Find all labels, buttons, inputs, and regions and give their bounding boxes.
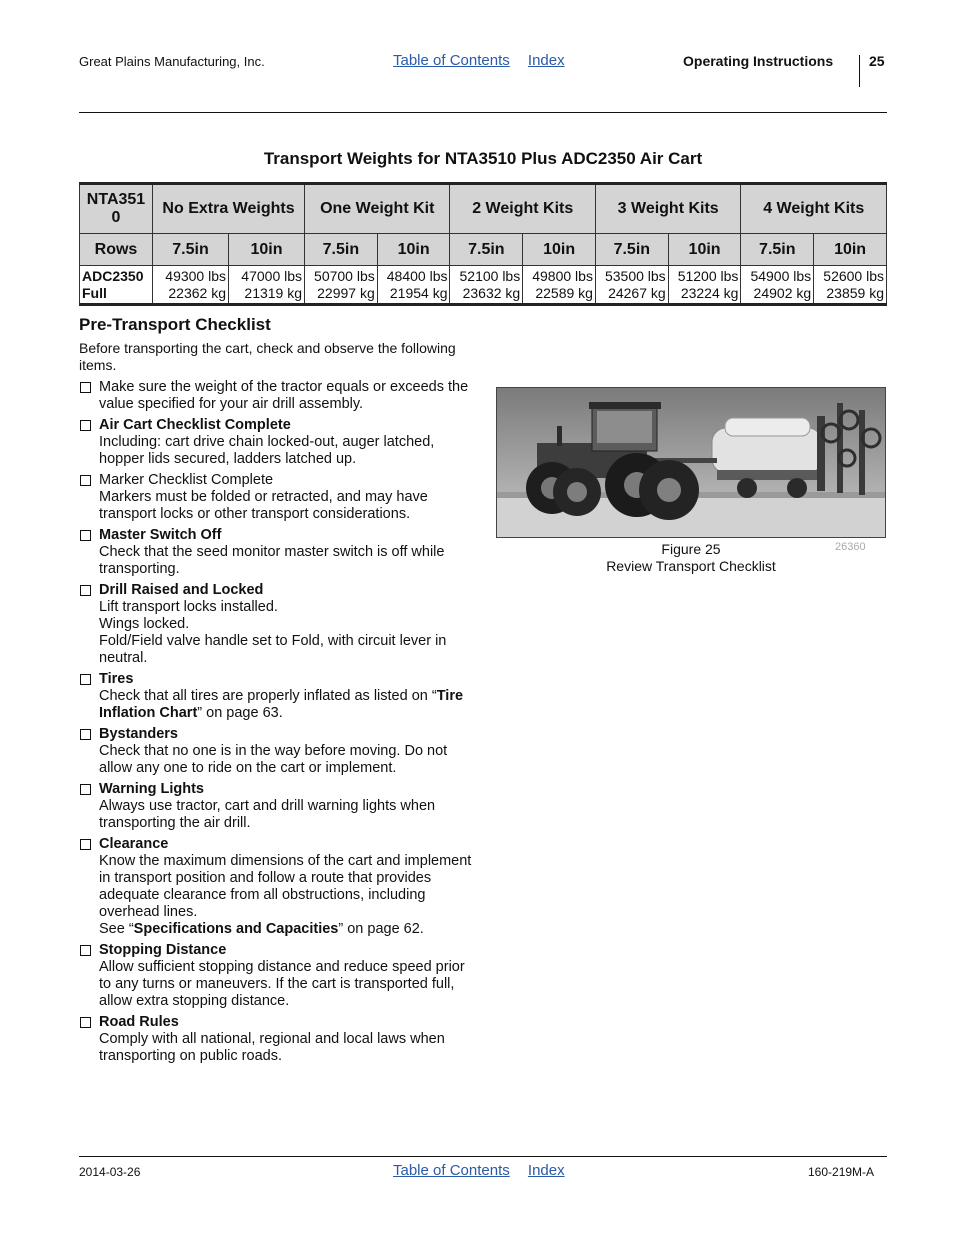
checklist-item-reference — [99, 688, 474, 722]
table-corner-label: NTA351 0 — [86, 191, 146, 226]
company-name: Great Plains Manufacturing, Inc. — [79, 54, 265, 69]
figure-id: 26360 — [835, 541, 866, 553]
checklist-item-title: Master Switch Off — [99, 527, 222, 543]
weight-cell — [814, 266, 887, 305]
table-corner-cell — [80, 184, 153, 234]
weight-cell — [305, 266, 378, 305]
figure-caption: Review Transport Checklist — [606, 558, 776, 574]
footer-doc-number: 160-219M-A — [808, 1165, 875, 1179]
row-size-header: 7.5in — [450, 234, 523, 266]
checklist-item-description: Lift transport locks installed. Wings locked. Fold/Field valve handle set to Fold, with circuit lever in neutral. — [99, 599, 447, 666]
checkbox-icon — [80, 475, 91, 486]
checklist-item — [79, 726, 474, 777]
checklist-item-title: Air Cart Checklist Complete — [99, 417, 291, 433]
checkbox-icon — [80, 1017, 91, 1028]
checkbox-icon — [80, 729, 91, 740]
transport-weights-table — [79, 182, 887, 306]
weight-value: 48400 lbs 21954 kg — [386, 267, 448, 301]
checkbox-icon — [80, 674, 91, 685]
row-size-header: 10in — [229, 234, 305, 266]
weight-value: 54900 lbs 24902 kg — [750, 267, 812, 301]
checklist-item-description: Markers must be folded or retracted, and may have transport locks or other transport considerations. — [99, 489, 428, 522]
weight-value: 50700 lbs 22997 kg — [314, 267, 375, 301]
group-header: 2 Weight Kits — [450, 184, 595, 234]
checklist-item — [79, 379, 474, 413]
checklist-item — [79, 527, 474, 578]
checklist-item-description: Check that the seed monitor master switch is off while transporting. — [99, 544, 445, 577]
footer-toc-link[interactable]: Table of Contents — [393, 1162, 510, 1179]
row-size-header: 10in — [814, 234, 887, 266]
checklist-item — [79, 417, 474, 468]
checklist-item — [79, 836, 474, 938]
row-size-header: 7.5in — [595, 234, 668, 266]
table-row — [80, 266, 887, 305]
checklist-item — [79, 781, 474, 832]
footer-index-link[interactable]: Index — [527, 1162, 565, 1179]
weight-cell — [153, 266, 229, 305]
header-divider — [859, 55, 860, 87]
row-size-header: 10in — [377, 234, 450, 266]
table-header-row — [80, 184, 887, 234]
checklist-item-title: Clearance — [99, 836, 169, 852]
group-header: 4 Weight Kits — [741, 184, 887, 234]
weight-value: 51200 lbs 23224 kg — [677, 267, 739, 301]
checklist-item-description: Always use tractor, cart and drill warning lights when transporting the air drill. — [99, 798, 436, 831]
checklist-item — [79, 472, 474, 523]
rows-label: Rows — [80, 234, 153, 266]
row-size-header: 7.5in — [741, 234, 814, 266]
checkbox-icon — [80, 784, 91, 795]
weight-cell — [377, 266, 450, 305]
checklist-item — [79, 582, 474, 667]
weight-cell — [523, 266, 596, 305]
weight-value: 52600 lbs 23859 kg — [823, 267, 884, 301]
checkbox-icon — [80, 530, 91, 541]
table-subheader-row — [80, 234, 887, 266]
checklist-item-title: Road Rules — [99, 1014, 179, 1030]
weight-cell — [741, 266, 814, 305]
checklist-item-title: Warning Lights — [99, 781, 204, 797]
weight-cell — [595, 266, 668, 305]
footer-rule — [79, 1156, 887, 1157]
footer-date: 2014-03-26 — [79, 1165, 141, 1179]
group-header: One Weight Kit — [305, 184, 450, 234]
checklist-intro: Before transporting the cart, check and observe the following items. — [79, 340, 456, 373]
photo-illustration — [497, 388, 885, 537]
tractor-air-cart-photo — [496, 387, 886, 538]
weight-value: 47000 lbs 21319 kg — [241, 267, 303, 301]
checkbox-icon — [80, 839, 91, 850]
figure-number: Figure 25 — [661, 541, 721, 557]
checklist-item-description: Check that no one is in the way before moving. Do not allow any one to ride on the cart or implement. — [99, 743, 448, 776]
weight-value: 53500 lbs 24267 kg — [604, 267, 666, 301]
checkbox-icon — [80, 382, 91, 393]
checklist-item-title: Drill Raised and Locked — [99, 582, 264, 598]
checkbox-icon — [80, 420, 91, 431]
weight-value: 49300 lbs 22362 kg — [165, 267, 226, 301]
reference-suffix: ” on page 63. — [197, 705, 283, 721]
checklist-item — [79, 1014, 474, 1065]
checklist-item-title: Make sure the weight of the tractor equals or exceeds the value specified for your air drill assembly. — [99, 379, 469, 412]
header-toc-link[interactable]: Table of Contents — [393, 52, 510, 69]
cart-label: ADC2350 Full — [82, 267, 144, 301]
checklist-item-title: Stopping Distance — [99, 942, 227, 958]
header-links — [393, 52, 579, 69]
header-rule — [79, 112, 887, 113]
checklist-item-title: Bystanders — [99, 726, 178, 742]
checkbox-icon — [80, 945, 91, 956]
table-title: Transport Weights for NTA3510 Plus ADC2350 Air Cart — [263, 149, 703, 168]
checklist-item-description: Comply with all national, regional and local laws when transporting on public roads. — [99, 1031, 445, 1064]
weight-cell — [229, 266, 305, 305]
reference-title: Tire Inflation Chart — [99, 688, 464, 721]
checklist-item-description: Allow sufficient stopping distance and reduce speed prior to any turns or maneuvers. If the cart is transported full, allow extra stopping distance. — [99, 959, 465, 1009]
weight-cell — [450, 266, 523, 305]
checklist-item — [79, 671, 474, 722]
row-size-header: 7.5in — [153, 234, 229, 266]
footer-links — [393, 1162, 579, 1179]
reference-suffix: ” on page 62. — [338, 921, 424, 937]
row-size-header: 10in — [523, 234, 596, 266]
weight-value: 52100 lbs 23632 kg — [459, 267, 521, 301]
section-title: Operating Instructions — [683, 53, 834, 69]
checklist-item-title: Tires — [99, 671, 134, 687]
checklist-item-description: Including: cart drive chain locked-out, auger latched, hopper lids secured, ladders latched up. — [99, 434, 435, 467]
checkbox-icon — [80, 585, 91, 596]
row-size-header: 7.5in — [305, 234, 378, 266]
checklist-title: Pre-Transport Checklist — [79, 315, 271, 334]
checklist-item-description: Know the maximum dimensions of the cart and implement in transport position and follow a route that provides adequate clearance from all obstructions, including overhead lines. — [99, 853, 472, 920]
reference-prefix: See “ — [99, 921, 134, 937]
row-size-header: 10in — [668, 234, 741, 266]
checklist-item-title: Marker Checklist Complete — [99, 472, 274, 488]
checklist-item — [79, 942, 474, 1010]
checklist — [79, 379, 474, 1069]
reference-prefix: Check that all tires are properly inflated as listed on “ — [99, 688, 437, 704]
group-header: 3 Weight Kits — [595, 184, 740, 234]
weight-value: 49800 lbs 22589 kg — [532, 267, 593, 301]
cart-label-cell — [80, 266, 153, 305]
reference-title: Specifications and Capacities — [133, 921, 339, 937]
checklist-item-reference — [99, 921, 474, 938]
group-header: No Extra Weights — [153, 184, 305, 234]
weight-cell — [668, 266, 741, 305]
header-index-link[interactable]: Index — [527, 52, 565, 69]
page-number: 25 — [869, 53, 885, 69]
